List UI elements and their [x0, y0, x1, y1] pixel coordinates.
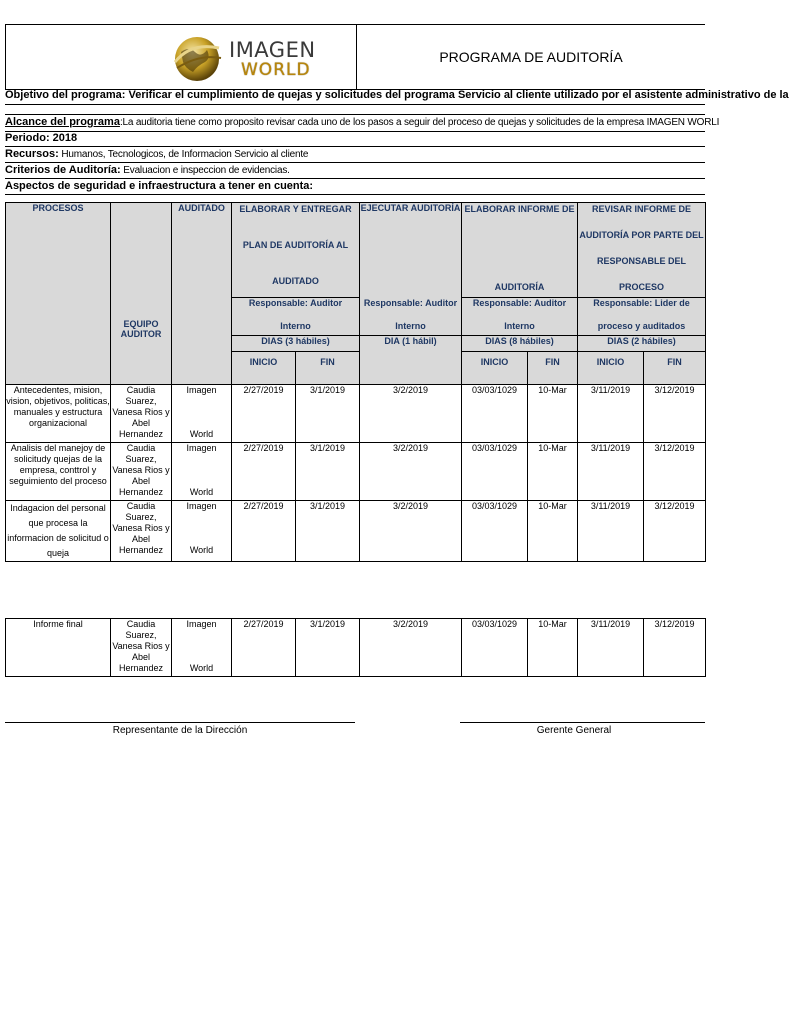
cell-ejecutar: 3/2/2019 [360, 443, 462, 501]
header-resp-ejecutar: Responsable: Auditor Interno [360, 298, 462, 336]
header-plan-inicio: INICIO [232, 352, 296, 385]
header-resp-revisar: Responsable: Lider de proceso y auditados [578, 298, 706, 336]
header-dias-plan: DIAS (3 hábiles) [232, 336, 360, 352]
cell-plan-inicio: 2/27/2019 [232, 501, 296, 562]
cell-revisar-fin: 3/12/2019 [644, 443, 706, 501]
table-row [6, 443, 706, 501]
cell-informe-inicio: 03/03/1029 [462, 385, 528, 443]
header-dias-revisar: DIAS (2 hábiles) [578, 336, 706, 352]
cell-revisar-inicio: 3/11/2019 [578, 385, 644, 443]
header-plan-fin: FIN [296, 352, 360, 385]
company-logo [171, 32, 321, 84]
header-resp-informe: Responsable: Auditor Interno [462, 298, 578, 336]
cell-revisar-fin: 3/12/2019 [644, 385, 706, 443]
header-informe-fin: FIN [528, 352, 578, 385]
cell-revisar-fin: 3/12/2019 [644, 619, 706, 677]
final-report-table [5, 618, 706, 677]
cell-proceso: Antecedentes, mision, vision, objetivos, politicas, manuales y estructura organizacional [6, 385, 111, 443]
audit-schedule-table [5, 202, 706, 562]
aspectos-row [5, 179, 705, 195]
globe-icon [171, 32, 223, 84]
cell-plan-fin: 3/1/2019 [296, 619, 360, 677]
cell-informe-fin: 10-Mar [528, 443, 578, 501]
recursos-row [5, 147, 705, 163]
cell-informe-fin: 10-Mar [528, 501, 578, 562]
header-dia-ejecutar: DIA (1 hábil) [360, 336, 462, 385]
cell-informe-inicio: 03/03/1029 [462, 619, 528, 677]
cell-ejecutar: 3/2/2019 [360, 385, 462, 443]
cell-auditado: Imagen World [172, 443, 232, 501]
cell-equipo: Caudia Suarez, Vanesa Rios y Abel Hernandez [111, 385, 172, 443]
cell-revisar-inicio: 3/11/2019 [578, 619, 644, 677]
cell-informe-inicio: 03/03/1029 [462, 443, 528, 501]
alcance-value: :La auditoria tiene como proposito revisar cada uno de los pasos a seguir del proceso de quejas y solicitudes de la empresa IMAGEN WORLI [119, 117, 720, 128]
header-elaborar-plan: ELABORAR Y ENTREGAR PLAN DE AUDITORÍA AL AUDITADO [232, 203, 360, 298]
cell-revisar-inicio: 3/11/2019 [578, 443, 644, 501]
cell-proceso: Informe final [6, 619, 111, 677]
cell-plan-fin: 3/1/2019 [296, 501, 360, 562]
recursos-value: Humanos, Tecnologicos, de Informacion Servicio al cliente [58, 149, 309, 160]
logo-cell [6, 25, 357, 89]
cell-plan-inicio: 2/27/2019 [232, 385, 296, 443]
cell-informe-inicio: 03/03/1029 [462, 501, 528, 562]
cell-ejecutar: 3/2/2019 [360, 501, 462, 562]
header-ejecutar: EJECUTAR AUDITORÍA [360, 203, 462, 298]
logo-text-world: WORLD [241, 60, 311, 80]
cell-plan-inicio: 2/27/2019 [232, 619, 296, 677]
header-dias-informe: DIAS (8 hábiles) [462, 336, 578, 352]
header-equipo-auditor: EQUIPO AUDITOR [111, 203, 172, 385]
criterios-value: Evaluacion e inspeccion de evidencias. [120, 165, 290, 176]
cell-ejecutar: 3/2/2019 [360, 619, 462, 677]
cell-plan-inicio: 2/27/2019 [232, 443, 296, 501]
periodo-row [5, 131, 705, 147]
header-revisar-inicio: INICIO [578, 352, 644, 385]
signature-label-gerente: Gerente General [536, 725, 612, 736]
header-auditado: AUDITADO [172, 203, 232, 385]
cell-equipo: Caudia Suarez, Vanesa Rios y Abel Hernandez [111, 443, 172, 501]
criterios-label: Criterios de Auditoría: [5, 164, 121, 176]
cell-proceso: Analisis del manejoy de solicitudy quejas de la empresa, conttrol y seguimiento del proceso [6, 443, 111, 501]
cell-revisar-inicio: 3/11/2019 [578, 501, 644, 562]
signature-line-right [460, 722, 705, 723]
periodo-text: Periodo: 2018 [5, 132, 78, 144]
document-header [5, 24, 705, 90]
header-revisar-fin: FIN [644, 352, 706, 385]
objetivo-row [5, 88, 789, 105]
header-revisar-informe: REVISAR INFORME DE AUDITORÍA POR PARTE DEL RESPONSABLE DEL PROCESO [578, 203, 706, 298]
cell-revisar-fin: 3/12/2019 [644, 501, 706, 562]
audit-program-sheet [5, 24, 789, 192]
page-title: PROGRAMA DE AUDITORÍA [439, 49, 623, 65]
signature-line-left [5, 722, 355, 723]
header-informe-inicio: INICIO [462, 352, 528, 385]
alcance-label: Alcance del programa [5, 116, 120, 128]
cell-plan-fin: 3/1/2019 [296, 385, 360, 443]
table-row [6, 385, 706, 443]
logo-text-imagen: IMAGEN [229, 38, 316, 62]
cell-informe-fin: 10-Mar [528, 385, 578, 443]
recursos-label: Recursos: [5, 148, 59, 160]
criterios-row [5, 163, 705, 179]
table-row [6, 501, 706, 562]
header-resp-plan: Responsable: Auditor Interno [232, 298, 360, 336]
cell-auditado: Imagen World [172, 501, 232, 562]
cell-equipo: Caudia Suarez, Vanesa Rios y Abel Hernandez [111, 501, 172, 562]
cell-proceso: Indagacion del personal que procesa la informacion de solicitud o queja [6, 501, 111, 562]
cell-auditado: Imagen World [172, 385, 232, 443]
table-row [6, 619, 706, 677]
header-procesos: PROCESOS [6, 203, 111, 385]
aspectos-text: Aspectos de seguridad e infraestructura a tener en cuenta: [5, 180, 314, 192]
cell-auditado: Imagen World [172, 619, 232, 677]
cell-informe-fin: 10-Mar [528, 619, 578, 677]
alcance-row [5, 114, 720, 132]
cell-plan-fin: 3/1/2019 [296, 443, 360, 501]
objetivo-text: Objetivo del programa: Verificar el cumplimiento de quejas y solicitudes del programa Servicio al cliente utilizado por el asistente administrativo de la [5, 89, 789, 101]
header-elaborar-informe: ELABORAR INFORME DE AUDITORÍA [462, 203, 578, 298]
cell-equipo: Caudia Suarez, Vanesa Rios y Abel Hernandez [111, 619, 172, 677]
signature-label-representante: Representante de la Dirección [112, 725, 248, 736]
